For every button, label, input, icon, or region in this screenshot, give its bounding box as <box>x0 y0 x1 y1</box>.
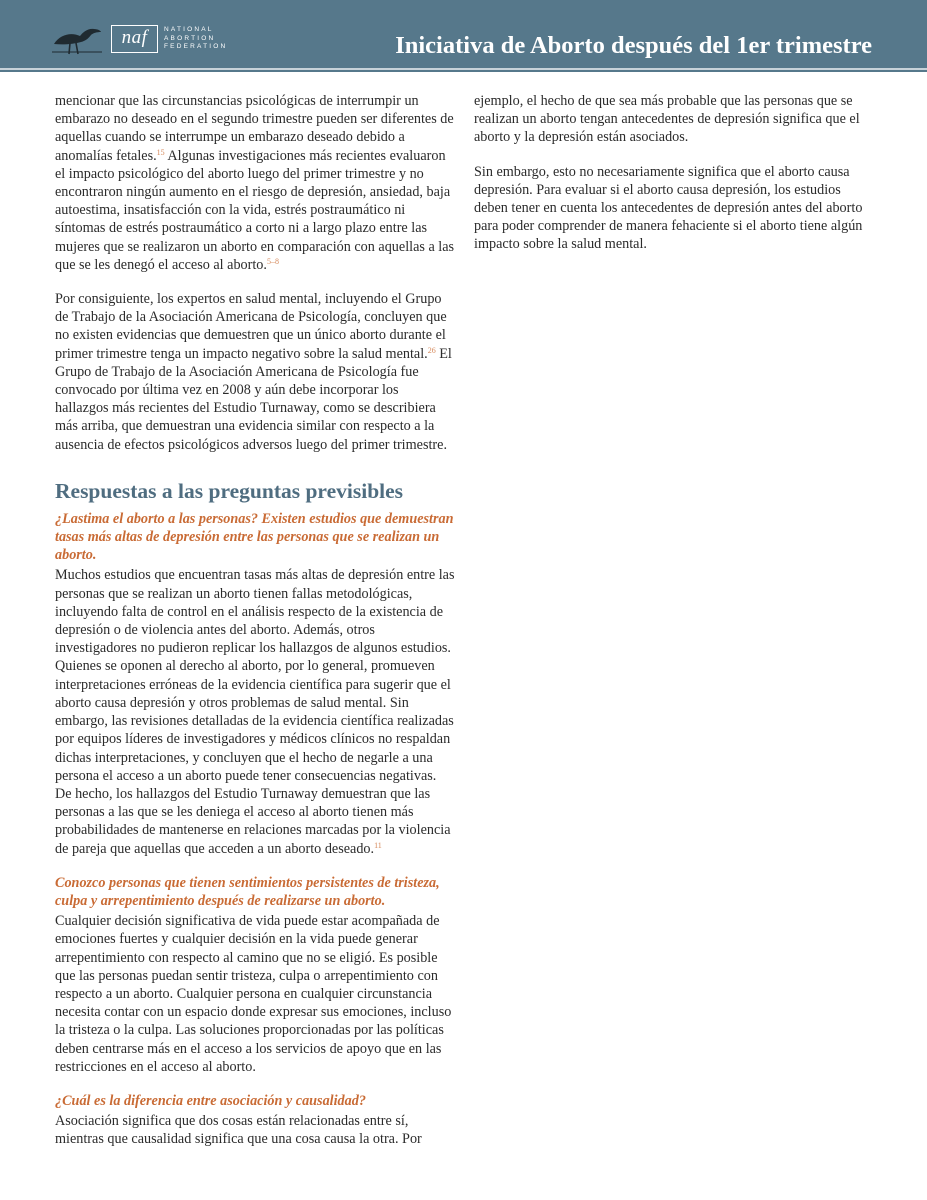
page-header <box>0 0 927 72</box>
citation[interactable]: 26 <box>427 345 436 355</box>
header-rule <box>0 68 927 70</box>
org-line-federation: FEDERATION <box>164 43 228 50</box>
paragraph: Por consiguiente, los expertos en salud mental, incluyendo el Grupo de Trabajo de la Asociación Americana de Psicología, concluyen que no existen evidencias que demuestren que un único aborto durante el primer trimestre tenga un impacto negativo sobre la salud mental.$^{26}$ El Grupo de Trabajo de la Asociación Americana de Psicología fue convocado por última vez en 2008 y aún debe incorporar los hallazgos más recientes del Estudio Turnaway, como se describiera más arriba, que demuestran una evidencia similar con respecto a la ausencia de efectos psicológicos adversos luego del primer trimestre. <box>55 291 452 453</box>
paragraph: ejemplo, el hecho de que sea más probable que las personas que se realizan un aborto tengan antecedentes de depresión significa que el aborto y la depresión están asociados. <box>474 93 860 146</box>
organization-name <box>164 26 227 52</box>
question-heading: ¿Lastima el aborto a las personas? Existen estudios que demuestran tasas más altas de depresión entre las personas que se realizan un aborto. <box>55 510 454 564</box>
heron-bird-icon <box>52 22 102 56</box>
question-heading: Conozco personas que tienen sentimientos persistentes de tristeza, culpa y arrepentimiento después de realizarse un aborto. <box>55 874 440 909</box>
left-column <box>55 92 455 1165</box>
org-line-abortion: ABORTION <box>164 34 216 42</box>
citation[interactable]: 5–8 <box>266 256 279 266</box>
naf-logo-mark: naf <box>111 25 158 53</box>
section-heading: Respuestas a las preguntas previsibles <box>55 478 404 503</box>
citation[interactable]: 11 <box>374 840 382 850</box>
answer-paragraph: Asociación significa que dos cosas están relacionadas entre sí, mientras que causalidad significa que una cosa causa la otra. Por <box>55 1113 422 1148</box>
answer-paragraph: Cualquier decisión significativa de vida puede estar acompañada de emociones fuertes y cualquier decisión en la vida puede generar arrepentimiento con respecto al camino que no se eligió. Es posible que las personas puedan sentir tristeza, culpa o arrepentimiento con respecto a un aborto. Cualquier persona en cualquier circunstancia necesita contar con un espacio donde expresar sus emociones, incluso la tristeza o la culpa. Las soluciones proporcionadas por las políticas deben centrarse más en el acceso a los servicios de apoyo que en las restricciones en el acceso al aborto. <box>55 913 452 1075</box>
answer-paragraph: Muchos estudios que encuentran tasas más altas de depresión entre las personas que se realizan un aborto tienen fallas metodológicas, incluyendo falta de control en el análisis respecto de la existencia de depresión o de violencia antes del aborto. Además, otros investigadores no pudieron replicar los hallazgos de algunos estudios. Quienes se oponen al derecho al aborto, por lo general, promueven interpretaciones erróneas de la evidencia científica para sugerir que el aborto causa depresión y otros problemas de salud mental. Sin embargo, las revisiones detalladas de la evidencia científica realizadas por equipos líderes de investigadores y médicos clínicos no respaldan dichas interpretaciones, y concluyen que el hecho de negarle a una persona el acceso a un aborto puede tener consecuencias negativas. De hecho, los hallazgos del Estudio Turnaway demuestran que las personas a las que se les deniega el acceso al aborto tienen más probabilidades de mantenerse en relaciones marcadas por la violencia de pareja que aquellas que acceden a un aborto deseado.$^{11}$ <box>55 567 455 857</box>
paragraph: Sin embargo, esto no necesariamente significa que el aborto causa depresión. Para evaluar si el aborto causa depresión, los estudios deben tener en cuenta los antecedentes de depresión antes del aborto para poder comprender de manera fehaciente si el aborto tiene algún impacto sobre la salud mental. <box>474 163 863 253</box>
citation[interactable]: 15 <box>156 147 165 157</box>
question-heading: ¿Cuál es la diferencia entre asociación y causalidad? <box>55 1092 366 1109</box>
org-line-national: NATIONAL <box>164 26 214 33</box>
right-column <box>474 92 874 270</box>
document-title: Iniciativa de Aborto después del 1er trimestre <box>395 32 872 59</box>
paragraph: mencionar que las circunstancias psicológicas de interrumpir un embarazo no deseado en el segundo trimestre pueden ser diferentes de aquellas cuando se interrumpe un embarazo deseado debido a anomalías fetales.$^{15}$ Algunas investigaciones más recientes evaluaron el impacto psicológico del aborto luego del primer trimestre y no encontraron ningún aumento en el riesgo de depresión, ansiedad, baja autoestima, insatisfacción con la vida, estrés postraumático ni síntomas de estrés postraumático a corto ni a largo plazo entre las mujeres que se realizaron un aborto en comparación con aquellas a las que se les denegó el acceso al aborto.$^{5-8}$ <box>55 93 455 273</box>
